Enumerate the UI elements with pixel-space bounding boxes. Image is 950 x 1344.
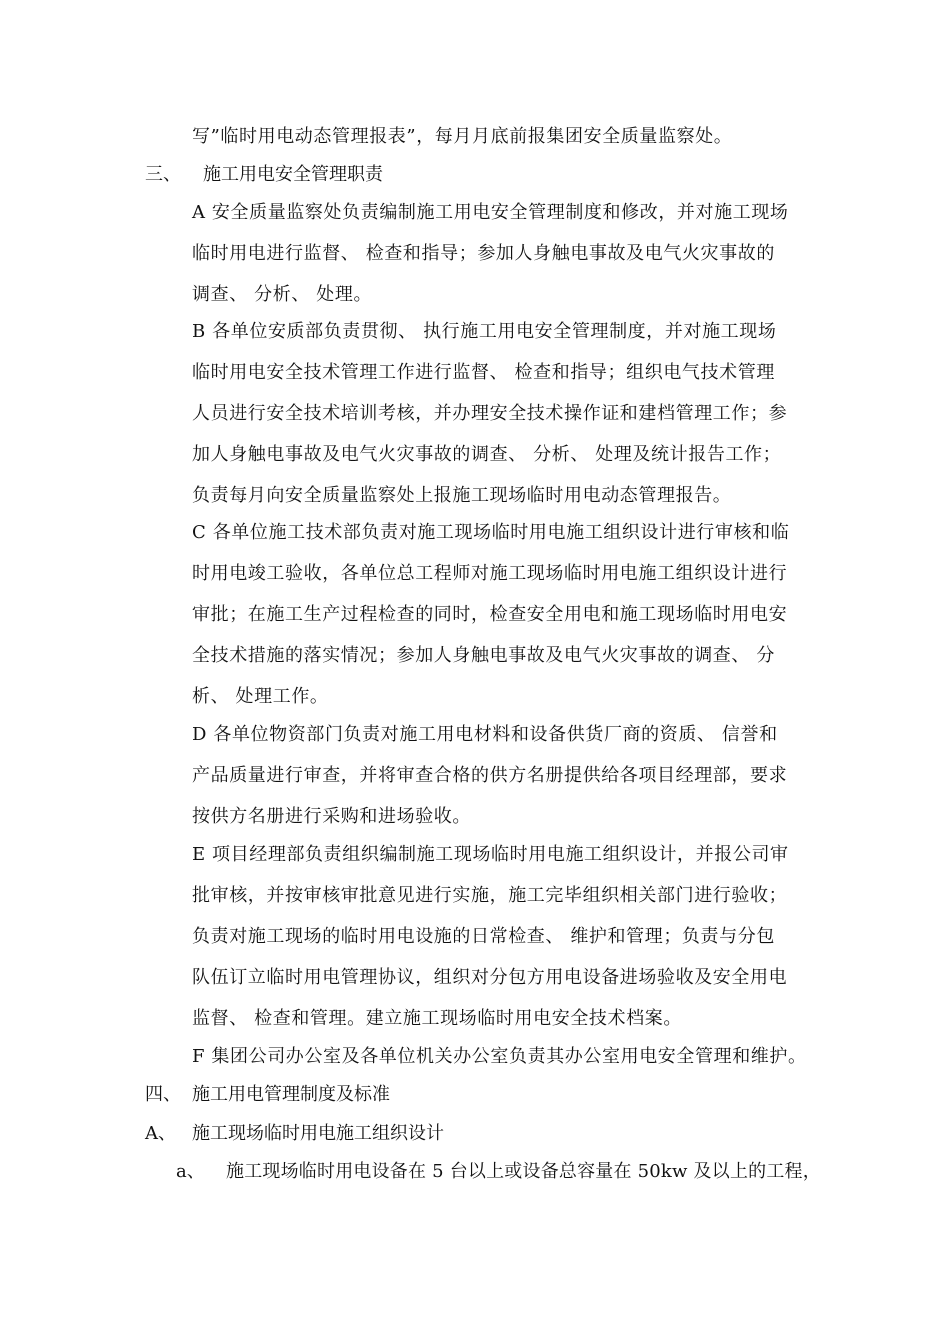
paragraph-c-line-3: 审批；在施工生产过程检查的同时，检查安全用电和施工现场临时用电安 <box>192 604 788 625</box>
paragraph-d-line-2: 产品质量进行审查，并将审查合格的供方名册提供给各项目经理部，要求 <box>192 765 788 786</box>
paragraph-a-line-3: 调查、 分析、 处理。 <box>192 284 373 305</box>
paragraph-b-line-3: 人员进行安全技术培训考核，并办理安全技术操作证和建档管理工作；参 <box>192 403 788 424</box>
intro-line: 写”临时用电动态管理报表”，每月月底前报集团安全质量监察处。 <box>192 126 733 147</box>
section-3-number: 三、 <box>145 164 181 185</box>
paragraph-e-line-4: 队伍订立临时用电管理协议，组织对分包方用电设备进场验收及安全用电 <box>192 967 788 988</box>
paragraph-d-line-1: D 各单位物资部门负责对施工用电材料和设备供货厂商的资质、 信誉和 <box>192 724 778 745</box>
paragraph-c-line-2: 时用电竣工验收，各单位总工程师对施工现场临时用电施工组织设计进行 <box>192 563 788 584</box>
paragraph-c-line-1: C 各单位施工技术部负责对施工现场临时用电施工组织设计进行审核和临 <box>192 522 790 543</box>
paragraph-a-line-1: A 安全质量监察处负责编制施工用电安全管理制度和修改，并对施工现场 <box>192 202 789 223</box>
section-4-number: 四、 <box>145 1084 181 1105</box>
paragraph-e-line-1: E 项目经理部负责组织编制施工现场临时用电施工组织设计，并报公司审 <box>192 844 789 865</box>
item-a-number: a、 <box>176 1161 205 1182</box>
paragraph-b-line-1: B 各单位安质部负责贯彻、 执行施工用电安全管理制度，并对施工现场 <box>192 321 777 342</box>
section-4-title: 施工用电管理制度及标准 <box>192 1084 390 1105</box>
paragraph-a-line-2: 临时用电进行监督、 检查和指导；参加人身触电事故及电气火灾事故的 <box>192 243 775 264</box>
item-a-text: 施工现场临时用电设备在 5 台以上或设备总容量在 50kw 及以上的工程， <box>226 1161 821 1182</box>
paragraph-b-line-2: 临时用电安全技术管理工作进行监督、 检查和指导；组织电气技术管理 <box>192 362 775 383</box>
paragraph-e-line-3: 负责对施工现场的临时用电设施的日常检查、 维护和管理；负责与分包 <box>192 926 775 947</box>
paragraph-d-line-3: 按供方名册进行采购和进场验收。 <box>192 806 471 827</box>
paragraph-b-line-5: 负责每月向安全质量监察处上报施工现场临时用电动态管理报告。 <box>192 485 732 506</box>
paragraph-c-line-5: 析、 处理工作。 <box>192 686 329 707</box>
subsection-a-number: A、 <box>145 1123 176 1144</box>
paragraph-b-line-4: 加人身触电事故及电气火灾事故的调查、 分析、 处理及统计报告工作； <box>192 444 782 465</box>
section-3-title: 施工用电安全管理职责 <box>203 164 383 185</box>
subsection-a-title: 施工现场临时用电施工组织设计 <box>192 1123 444 1144</box>
paragraph-e-line-2: 批审核，并按审核审批意见进行实施，施工完毕组织相关部门进行验收； <box>192 885 788 906</box>
paragraph-c-line-4: 全技术措施的落实情况；参加人身触电事故及电气火灾事故的调查、 分 <box>192 645 775 666</box>
paragraph-f-line-1: F 集团公司办公室及各单位机关办公室负责其办公室用电安全管理和维护。 <box>192 1046 807 1067</box>
paragraph-e-line-5: 监督、 检查和管理。建立施工现场临时用电安全技术档案。 <box>192 1008 682 1029</box>
